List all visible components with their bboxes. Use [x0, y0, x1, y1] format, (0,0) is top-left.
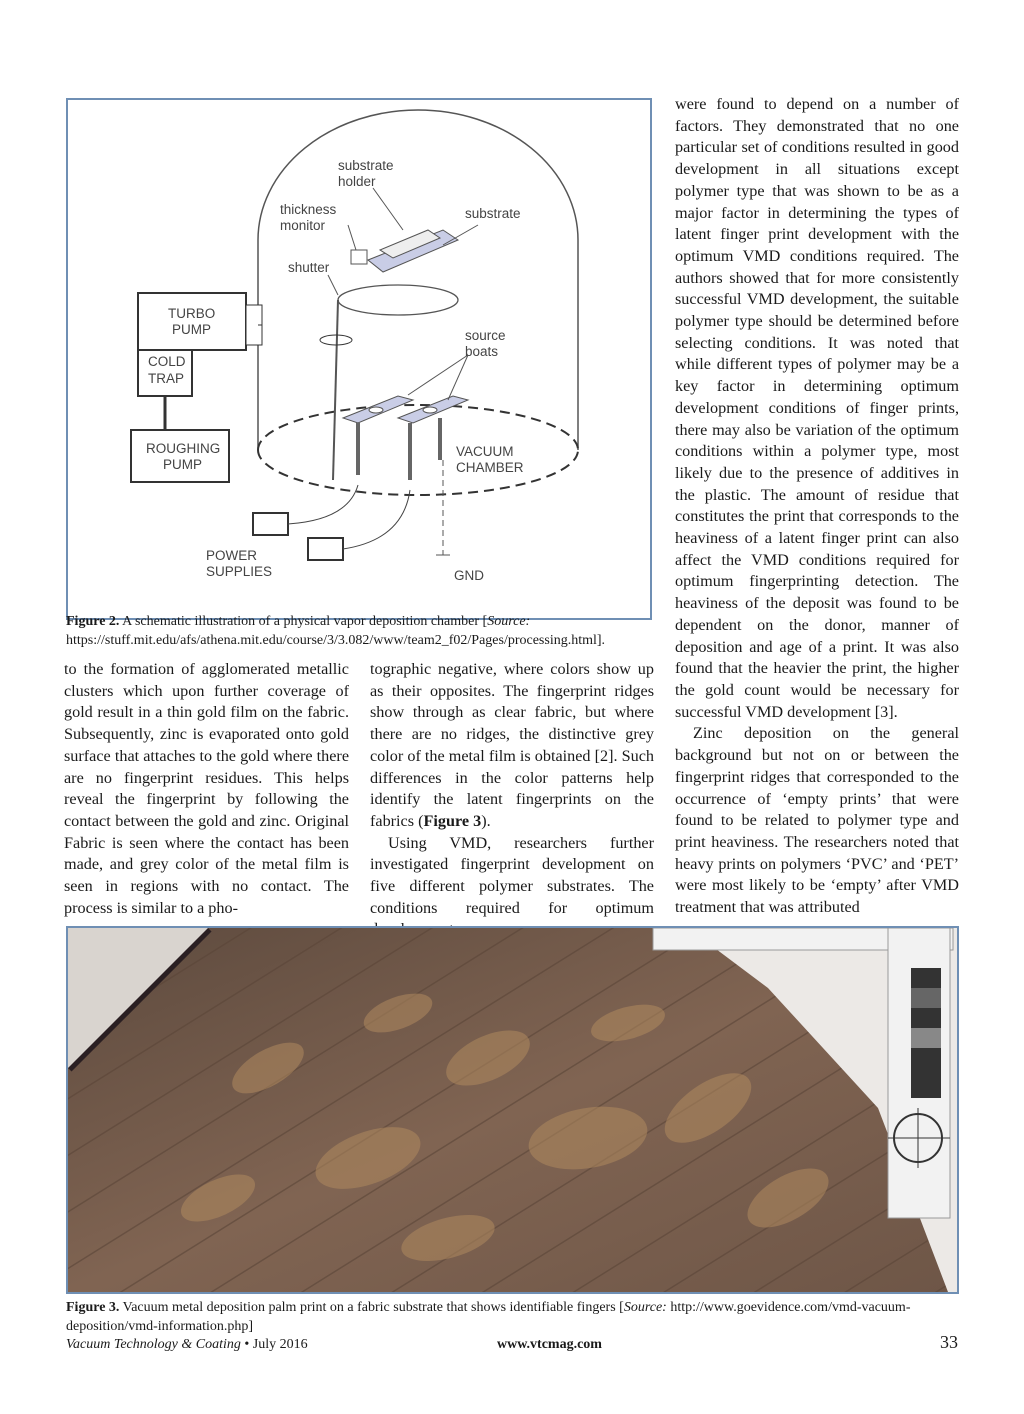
column-left: [64, 659, 349, 919]
figure-3-caption: Figure 3. Vacuum metal deposition palm print on a fabric substrate that shows identifiable fingers [Source: http://www.goevidence.com/vmd-vacuum-deposition/vmd-information.php]: [66, 1300, 911, 1334]
svg-text:PUMP: PUMP: [163, 457, 203, 472]
label-substrate-holder: substrate: [338, 158, 394, 173]
label-gnd: GND: [454, 568, 484, 583]
paragraph: Using VMD, researchers further investigated fingerprint development on five different polymer substrates. The conditions required for optimum: [370, 833, 654, 917]
paragraph: were found to depend on a number of factors. They demonstrated that no one particular set of conditions resulted in good development in all situations except polymer type that was shown to be as a major factor in determining the types of latent finger print development with the optimum VMD conditions required. The authors showed that for more consistently successful VMD development, the suitable polymer type should be determined before selecting conditions. It was noted that while different types of polymer may be a key factor in determining optimum development conditions of finger prints, there may also be variation of the optimum conditions within a polymer type, most likely due to the presence of additives in the plastic. The amount of residue that constitutes the print that corresponds to the heaviness of a latent finger print can also affect the VMD conditions required for optimum fingerprinting detection. The heaviness of the deposit was found to be dependent on the donor, manner of deposition and age of a print. It was also found that the heavier the print, the higher the gold count would be necessary for successful VMD development [3].: [675, 95, 959, 721]
label-substrate: substrate: [465, 206, 521, 221]
chamber-base: [258, 450, 578, 495]
paragraph: to the formation of agglomerated metallic clusters which upon further coverage of gold result in a thin gold film on the fabric. Subsequently, zinc is evaporated onto gold surface that attaches to the gold where there are no fingerprint residues. This helps reveal the fingerprint by following the contact between the gold and zinc. Original Fabric is seen where the contact has been made, and grey color of the metal film is seen in regions with no contact. The process is similar to a pho-: [64, 660, 349, 917]
svg-text:SUPPLIES: SUPPLIES: [206, 564, 273, 579]
label-vacuum-chamber: VACUUM: [456, 444, 514, 459]
figure-2-caption: Figure 2. A schematic illustration of a physical vapor deposition chamber [Source: https://stuff.mit.edu/afs/athena.mit.edu/course/3/3.082/www/team2_f02/Pages/processing.html].: [66, 614, 606, 648]
label-roughing-pump: ROUGHING: [146, 441, 221, 456]
footer-website[interactable]: www.vtcmag.com: [497, 1337, 602, 1352]
column-right: [675, 94, 959, 919]
label-cold-trap: COLD: [148, 354, 186, 369]
bell-jar: [258, 110, 578, 450]
label-power-supplies: POWER: [206, 548, 258, 563]
label-turbo-pump: TURBO: [168, 306, 216, 321]
figure-3-reference: Figure 3: [423, 811, 482, 830]
figure-2: [66, 98, 652, 620]
svg-text:PUMP: PUMP: [172, 322, 212, 337]
svg-text:TRAP: TRAP: [148, 371, 185, 386]
svg-text:CHAMBER: CHAMBER: [456, 460, 524, 475]
page-number: 33: [940, 1332, 958, 1352]
fabric-palm-print-photo: [68, 928, 957, 1292]
paragraph: tographic negative, where colors show up as their opposites. The fingerprint ridges show through as clear fabric, but where there are no ridges, the distinctive grey color of the metal film is obtained [2]. Such differences in the color patterns help identify the latent fingerprints on the fabrics (Figure 3).: [370, 660, 654, 830]
paragraph: Zinc deposition on the general background but not on or between the fingerprint ridges that corresponded to the occurrence of ‘empty prints’ that were found to be related to polymer type and print heaviness. The researchers noted that heavy prints on polymers ‘PVC’ and ‘PET’ were most likely to be ‘empty’ after VMD treatment that was attributed: [675, 724, 959, 917]
pvd-chamber-diagram: [68, 100, 650, 618]
footer-journal: Vacuum Technology & Coating • July 2016: [66, 1337, 308, 1352]
svg-text:boats: boats: [465, 344, 499, 359]
svg-text:holder: holder: [338, 174, 376, 189]
column-middle: [370, 659, 654, 941]
label-source-boats: source: [465, 328, 506, 343]
label-shutter: shutter: [288, 260, 330, 275]
label-thickness-monitor: thickness: [280, 202, 337, 217]
figure-3: [66, 926, 959, 1294]
svg-text:monitor: monitor: [280, 218, 326, 233]
